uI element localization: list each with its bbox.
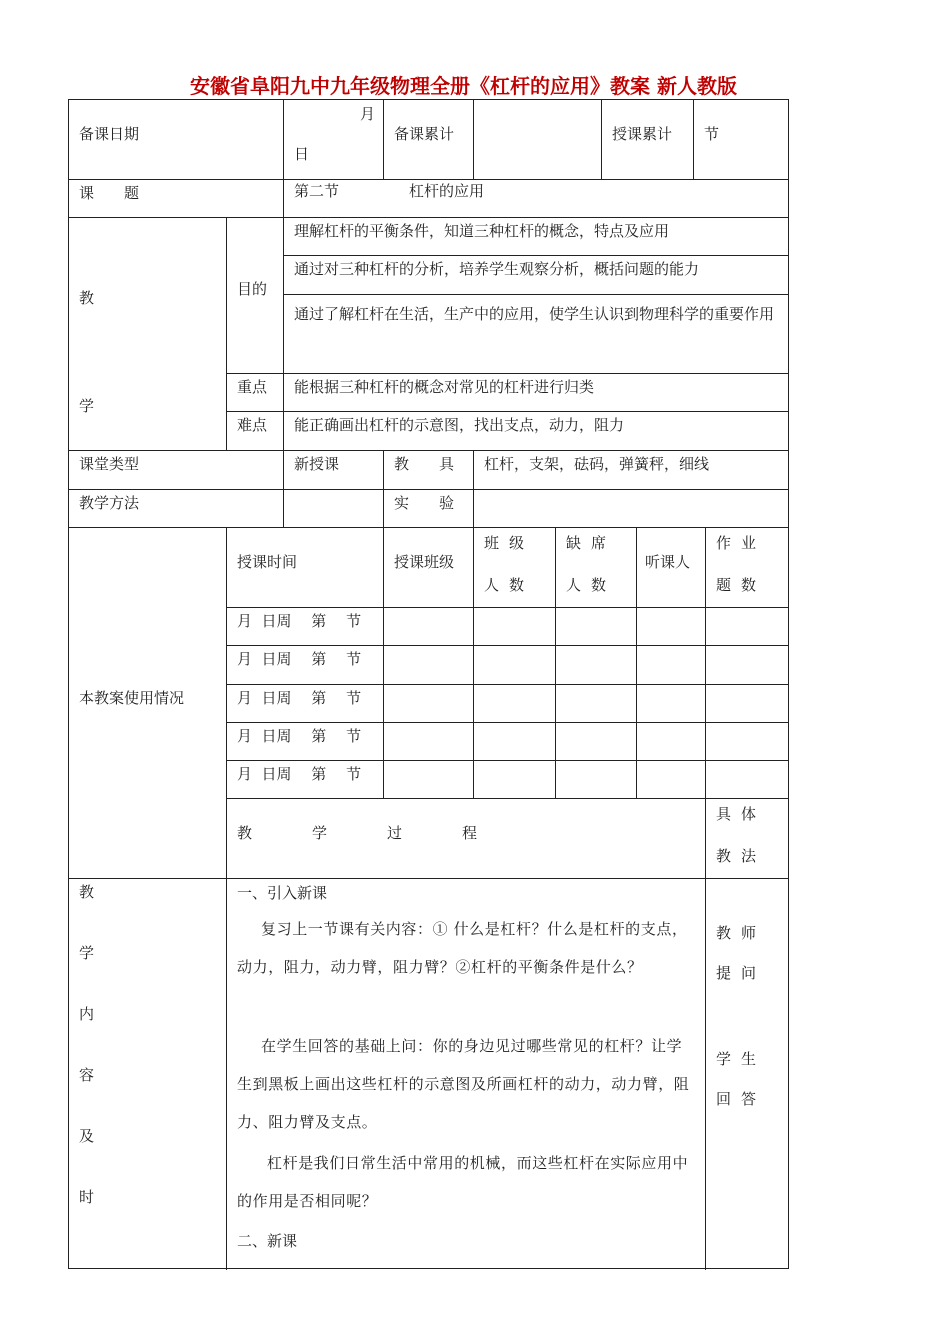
usage-header-cell xyxy=(556,528,637,608)
usage-row-time xyxy=(227,723,384,761)
topic-name: 杠杆的应用 xyxy=(409,182,485,200)
usage-cell xyxy=(474,685,556,723)
key-text: 能根据三种杠杆的概念对常见的杠杆进行归类 xyxy=(294,378,595,396)
usage-row-text: 月 日周 第 节 xyxy=(237,650,362,668)
topic-value-cell xyxy=(284,180,789,218)
content-side-cell xyxy=(69,879,227,1270)
experiment-label-cell xyxy=(384,490,474,528)
topic-label-cell xyxy=(69,180,284,218)
topic-label: 课 题 xyxy=(79,184,140,202)
method-value-cell xyxy=(284,490,384,528)
content-paragraph: 杠杆是我们日常生活中常用的机械，而这些杠杆在实际应用中的作用是否相同呢？ xyxy=(237,1154,689,1210)
section-unit: 节 xyxy=(704,125,720,143)
usage-cell xyxy=(706,685,789,723)
usage-row-time xyxy=(227,646,384,685)
content-note: 学生回答 xyxy=(716,1050,767,1108)
usage-cell xyxy=(556,685,637,723)
tools-value: 杠杆，支架，砝码，弹簧秤，细线 xyxy=(484,455,710,473)
lesson-plan-table xyxy=(68,99,789,1269)
key-text-cell xyxy=(284,374,789,412)
experiment-label: 实 验 xyxy=(394,494,455,512)
prep-date-value-cell xyxy=(284,100,384,180)
teach-total-label-cell xyxy=(602,100,694,180)
key-label: 重点 xyxy=(237,378,268,396)
usage-cell xyxy=(474,723,556,761)
content-side-char: 学 xyxy=(79,944,95,962)
content-heading: 二、新课 xyxy=(237,1232,298,1250)
content-side-char: 教 xyxy=(79,883,95,901)
usage-row-text: 月 日周 第 节 xyxy=(237,612,362,630)
prep-date-label: 备课日期 xyxy=(79,125,140,143)
teach-total-label: 授课累计 xyxy=(612,125,673,143)
content-side-char: 内 xyxy=(79,1005,95,1023)
usage-cell xyxy=(556,761,637,799)
usage-cell xyxy=(637,685,706,723)
usage-label-cell xyxy=(69,528,227,879)
class-type-value: 新授课 xyxy=(294,455,340,473)
document-title: 安徽省阜阳九中九年级物理全册《杠杆的应用》教案 新人教版 xyxy=(190,74,737,98)
content-notes-cell xyxy=(706,879,789,1270)
prep-total-label: 备课累计 xyxy=(394,125,455,143)
usage-row-time xyxy=(227,608,384,646)
day-label: 日 xyxy=(294,145,310,163)
purpose-label-cell xyxy=(227,218,284,374)
content-paragraph: 在学生回答的基础上问：你的身边见过哪些常见的杠杆？让学生到黑板上画出这些杠杆的示意图及所画杠杆的动力，动力臂，阻力、阻力臂及支点。 xyxy=(237,1037,690,1131)
usage-row-text: 月 日周 第 节 xyxy=(237,689,362,707)
usage-row-text: 月 日周 第 节 xyxy=(237,765,362,783)
usage-header: 听课人 xyxy=(645,553,691,571)
process-label-cell xyxy=(227,799,706,879)
usage-header: 作业题数 xyxy=(716,534,767,594)
purpose-item xyxy=(284,218,789,256)
tools-label-cell xyxy=(384,451,474,490)
usage-cell xyxy=(637,723,706,761)
method-label: 教学方法 xyxy=(79,494,140,512)
usage-cell xyxy=(384,761,474,799)
usage-cell xyxy=(637,608,706,646)
usage-row-time xyxy=(227,761,384,799)
month-label: 月 xyxy=(360,105,376,123)
purpose-item xyxy=(284,295,789,374)
content-note: 教师提问 xyxy=(716,924,767,982)
usage-header: 授课班级 xyxy=(394,553,455,571)
topic-section: 第二节 xyxy=(294,182,340,200)
content-side-char: 容 xyxy=(79,1066,95,1084)
class-type-label: 课堂类型 xyxy=(79,455,140,473)
usage-cell xyxy=(706,646,789,685)
purpose-item xyxy=(284,256,789,295)
difficult-text-cell xyxy=(284,412,789,451)
method-label-cell xyxy=(69,490,284,528)
usage-cell xyxy=(556,608,637,646)
class-type-label-cell xyxy=(69,451,284,490)
teaching-label-xue: 学 xyxy=(79,397,95,415)
difficult-label: 难点 xyxy=(237,416,268,434)
usage-cell xyxy=(474,608,556,646)
usage-cell xyxy=(384,608,474,646)
content-side-char: 及 xyxy=(79,1127,95,1145)
tools-value-cell xyxy=(474,451,789,490)
usage-cell xyxy=(474,761,556,799)
content-heading: 一、引入新课 xyxy=(237,884,328,902)
usage-header-cell xyxy=(706,528,789,608)
usage-header: 缺席人数 xyxy=(566,534,617,594)
usage-cell xyxy=(384,685,474,723)
purpose-text: 通过对三种杠杆的分析，培养学生观察分析，概括问题的能力 xyxy=(294,260,700,278)
usage-header-cell xyxy=(474,528,556,608)
usage-row-time xyxy=(227,685,384,723)
usage-cell xyxy=(474,646,556,685)
usage-row-text: 月 日周 第 节 xyxy=(237,727,362,745)
tools-label: 教 具 xyxy=(394,455,455,473)
content-paragraph: 复习上一节课有关内容：① 什么是杠杆？什么是杠杆的支点，动力，阻力，动力臂，阻力臂？②杠杆的平衡条件是什么？ xyxy=(237,920,688,976)
prep-total-label-cell xyxy=(384,100,474,180)
usage-label: 本教案使用情况 xyxy=(79,689,185,707)
usage-cell xyxy=(384,646,474,685)
usage-cell xyxy=(706,723,789,761)
usage-cell xyxy=(556,723,637,761)
teaching-label-cell xyxy=(69,218,227,451)
usage-cell xyxy=(637,646,706,685)
usage-header-cell xyxy=(384,528,474,608)
usage-header: 班级人数 xyxy=(484,534,535,594)
purpose-text: 理解杠杆的平衡条件，知道三种杠杆的概念，特点及应用 xyxy=(294,222,670,240)
class-type-value-cell xyxy=(284,451,384,490)
content-side-char: 时 xyxy=(79,1188,95,1206)
usage-cell xyxy=(384,723,474,761)
process-method-label: 具体教法 xyxy=(716,805,767,865)
difficult-label-cell xyxy=(227,412,284,451)
usage-header-cell xyxy=(637,528,706,608)
process-method-cell xyxy=(706,799,789,879)
difficult-text: 能正确画出杠杆的示意图，找出支点，动力，阻力 xyxy=(294,416,625,434)
teaching-label-jiao: 教 xyxy=(79,289,95,307)
key-label-cell xyxy=(227,374,284,412)
prep-date-label-cell xyxy=(69,100,284,180)
content-main-cell xyxy=(227,879,706,1270)
process-label: 教 学 过 程 xyxy=(237,824,478,842)
usage-header-cell xyxy=(227,528,384,608)
purpose-text: 通过了解杠杆在生活，生产中的应用，使学生认识到物理科学的重要作用 xyxy=(294,305,775,323)
usage-header: 授课时间 xyxy=(237,553,298,571)
usage-cell xyxy=(637,761,706,799)
usage-cell xyxy=(556,646,637,685)
usage-cell xyxy=(706,608,789,646)
prep-total-value-cell xyxy=(474,100,602,180)
purpose-label: 目的 xyxy=(237,280,268,298)
teach-total-value-cell xyxy=(694,100,789,180)
